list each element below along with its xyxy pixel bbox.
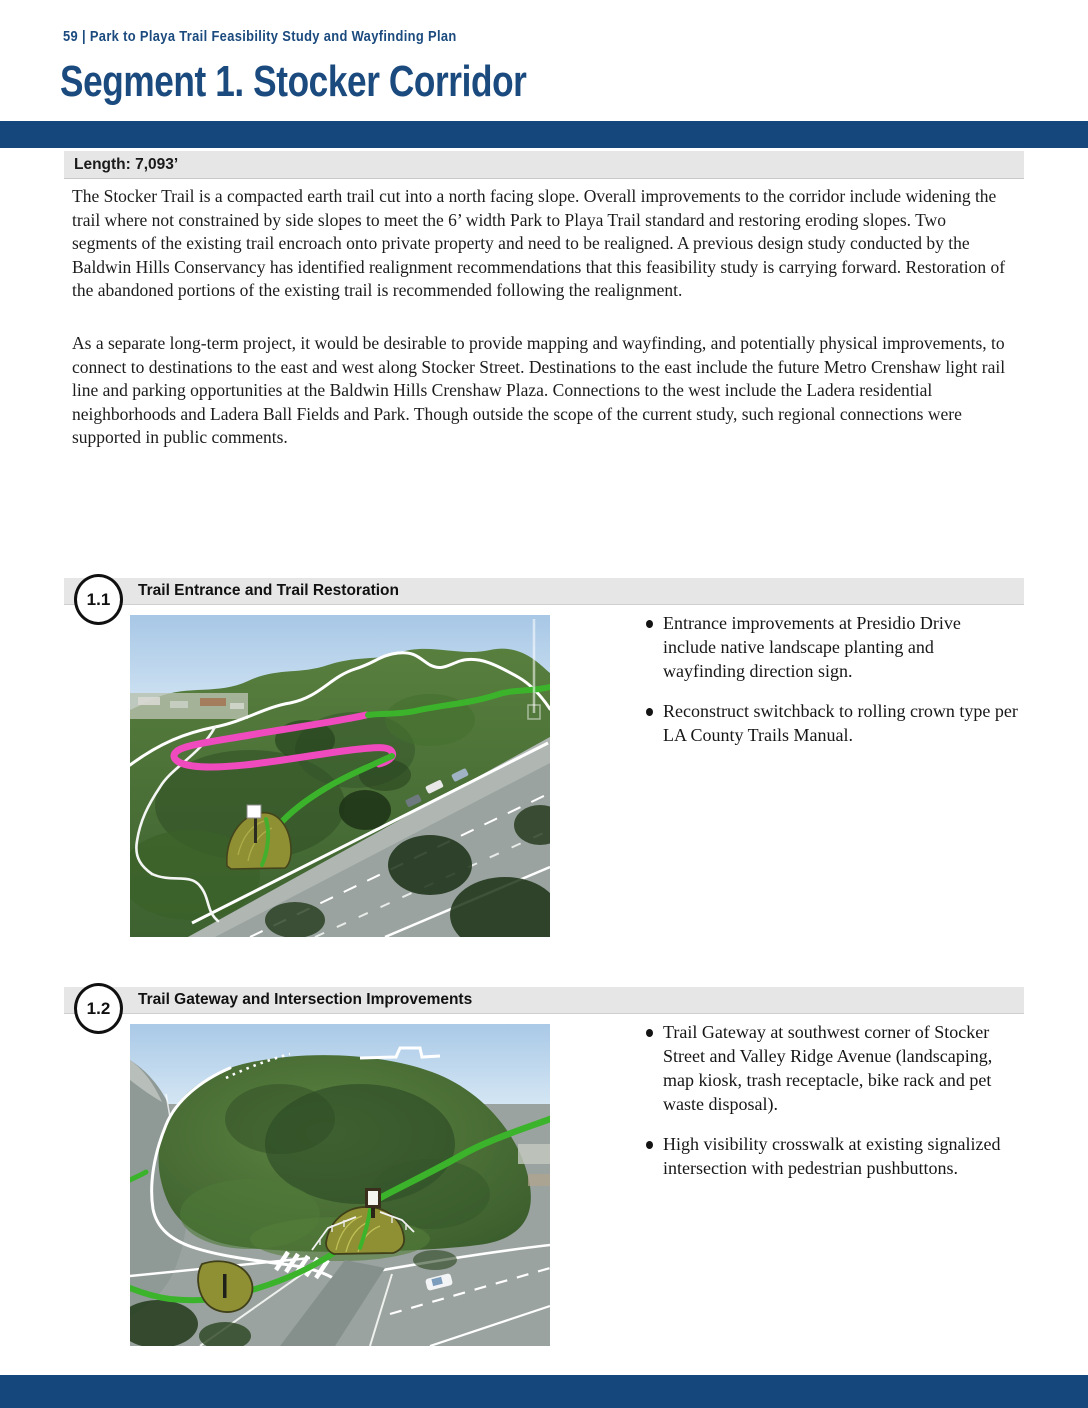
section-1-1-badge (74, 574, 123, 625)
trees (413, 1250, 457, 1270)
section-1-2-header-bar (64, 987, 1024, 1014)
street-trees (388, 835, 472, 895)
section-1-2 (64, 987, 1024, 1367)
section-1-1-header-bar (64, 578, 1024, 605)
kiosk-panel (368, 1191, 378, 1205)
bullet-item: High visibility crosswalk at existing signalized intersection with pedestrian pushbuttons. (640, 1132, 1018, 1180)
aerial-photo-trail-gateway (130, 1024, 550, 1346)
bullet-item: Reconstruct switchback to rolling crown type per LA County Trails Manual. (640, 699, 1018, 747)
street-trees (339, 790, 391, 830)
vegetation-shadow (225, 1084, 335, 1154)
section-1-2-badge-number: 1.2 (86, 998, 111, 1018)
length-bar (64, 151, 1024, 179)
signal-post (223, 1274, 227, 1298)
building (230, 703, 244, 709)
building (170, 701, 188, 708)
bottom-blue-band (0, 1375, 1088, 1408)
section-1-1-title: Trail Entrance and Trail Restoration (138, 582, 399, 599)
sign-post (254, 815, 257, 843)
aerial-photo-trail-entrance (130, 615, 550, 937)
body-paragraph-2: As a separate long-term project, it would be desirable to provide mapping and wayfinding, and potentially physical improvements, to connect to destinations to the east and west along Stocker Street. Destinations to the east include the future Metro Crenshaw light rail line and parking opportunities at the Baldwin Hills Crenshaw Plaza. Connections to the west include the Ladera residential neighborhoods and Ladera Ball Fields and Park. Though outside the scope of the current study, such regional connections were supported in public comments. (72, 333, 1006, 447)
section-1-1 (64, 578, 1024, 958)
street-trees (265, 902, 325, 937)
section-1-2-badge (74, 983, 123, 1034)
section-1-2-title: Trail Gateway and Intersection Improvements (138, 991, 473, 1008)
bullet-item: Entrance improvements at Presidio Drive include native landscape planting and wayfinding direction sign. (640, 611, 1018, 683)
distant-development (518, 1144, 550, 1164)
wayfinding-sign-icon (247, 805, 261, 818)
building (200, 698, 226, 706)
top-blue-band (0, 121, 1088, 148)
section-1-2-bullets (640, 1020, 1018, 1196)
page-header-text: 59 | Park to Playa Trail Feasibility Study and Wayfinding Plan (63, 28, 457, 45)
body-paragraph-1: The Stocker Trail is a compacted earth trail cut into a north facing slope. Overall improvements to the corridor include widening the trail where not constrained by side slopes to meet the 6’ width Park to Playa Trail standard and restoring eroding slopes. Two segments of the existing trail encroach onto private property and need to be realigned. A previous design study conducted by the Baldwin Hills Conservancy has identified realignment recommendations that this feasibility study is carrying forward. Restoration of the abandoned portions of the existing trail is recommended following the realignment. (72, 186, 1006, 300)
distant-development (528, 1174, 550, 1186)
bullet-item: Trail Gateway at southwest corner of Stocker Street and Valley Ridge Avenue (landscaping, map kiosk, trash receptacle, bike rack and pet waste disposal). (640, 1020, 1018, 1116)
building (138, 697, 160, 705)
page-title: Segment 1. Stocker Corridor (60, 57, 527, 106)
section-1-1-badge-number: 1.1 (86, 589, 111, 609)
section-1-1-bullets (640, 611, 1018, 763)
length-label: Length: 7,093’ (74, 155, 179, 173)
